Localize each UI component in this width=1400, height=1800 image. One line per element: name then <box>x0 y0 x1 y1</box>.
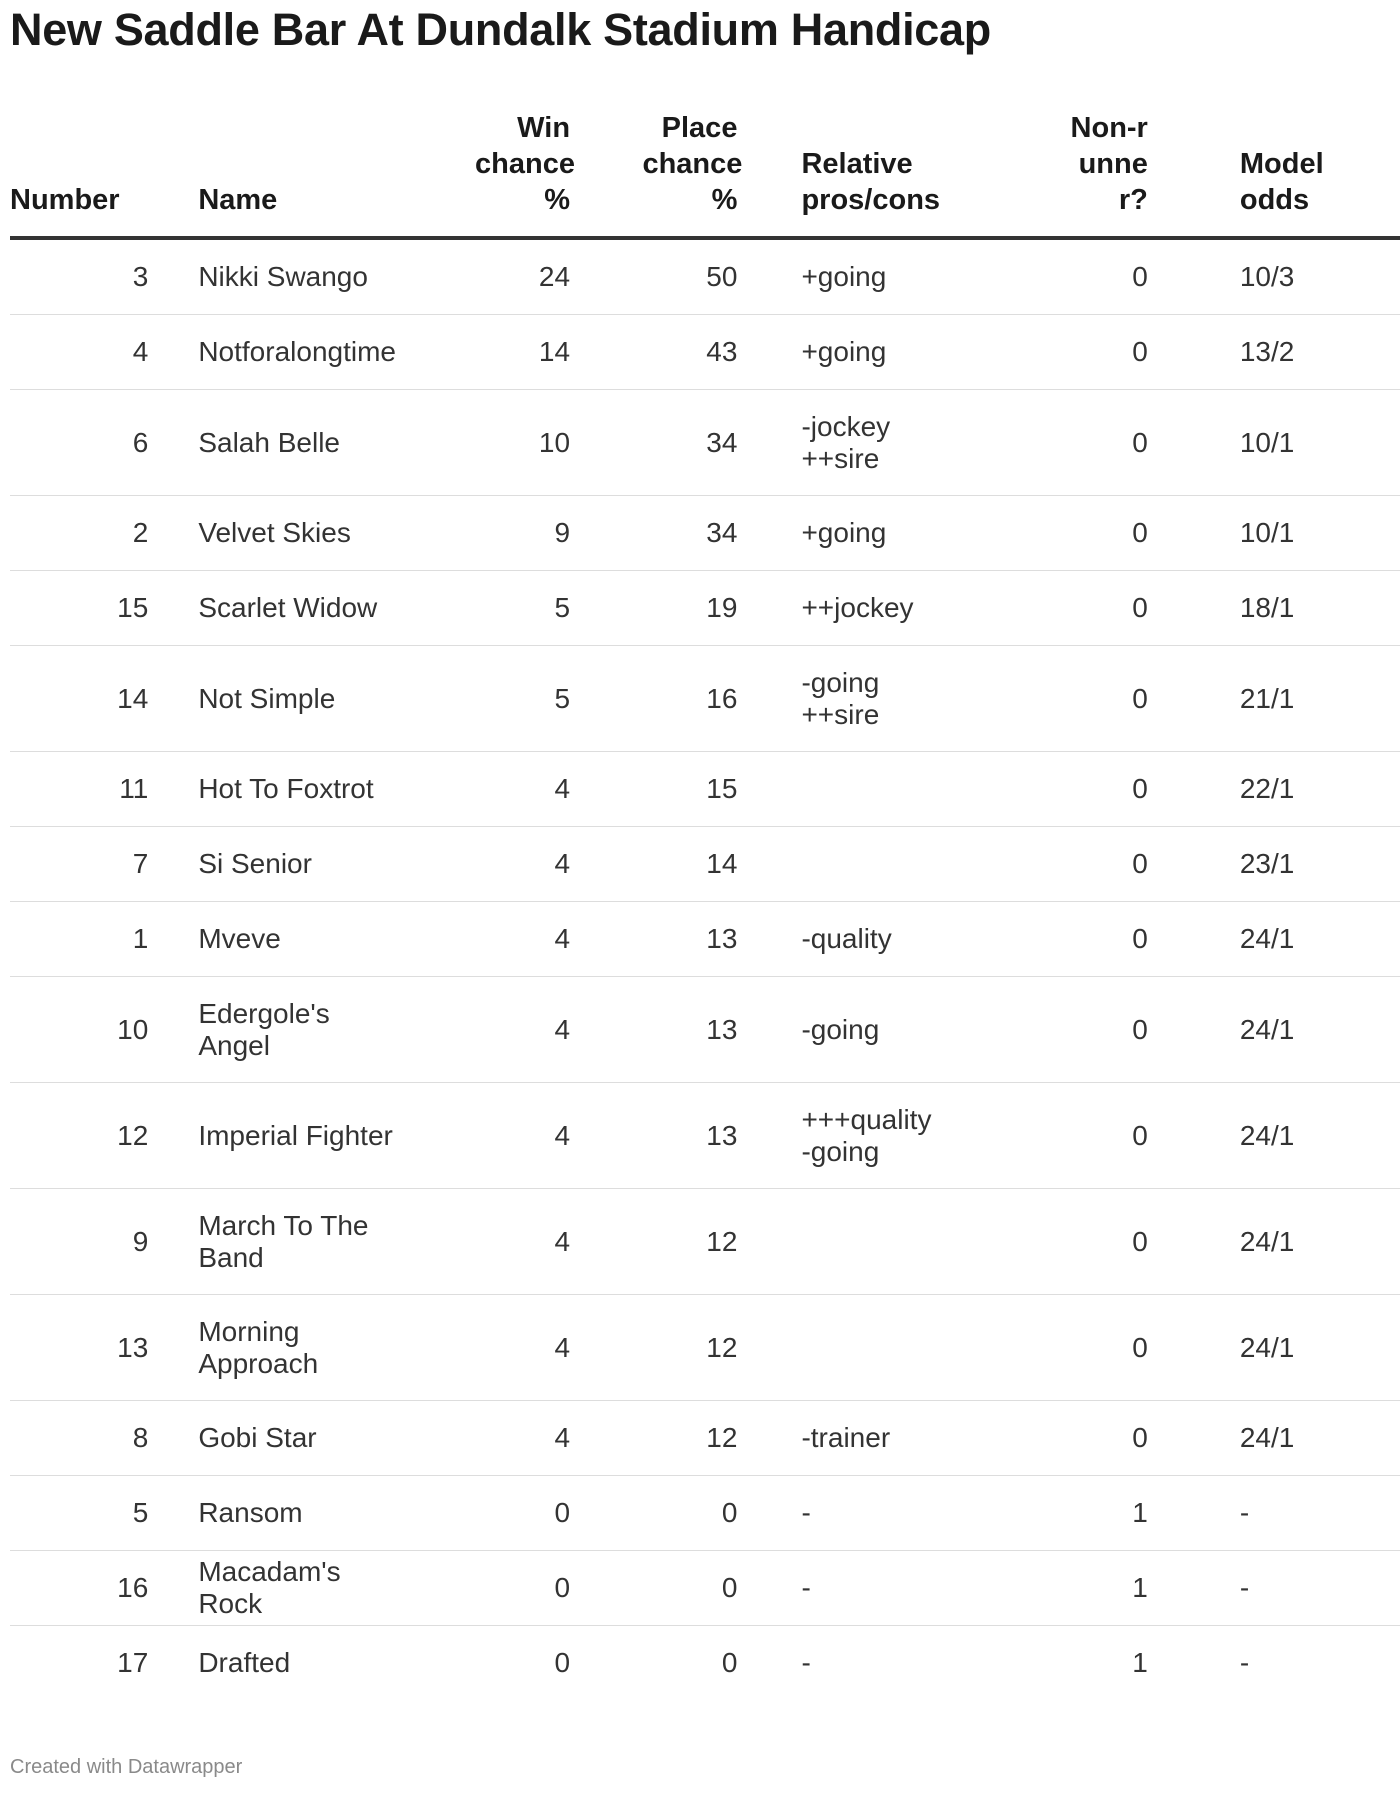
table-row <box>10 1476 1400 1551</box>
cell-place-chance: 13 <box>570 902 737 977</box>
header-row <box>10 108 1400 238</box>
cell-name: March To The Band <box>172 1189 416 1295</box>
pros-cons-item: +++quality <box>801 1103 932 1135</box>
cell-non-runner: 0 <box>961 571 1184 646</box>
column-header-place-chance[interactable] <box>570 108 743 238</box>
cell-number: 12 <box>10 1083 172 1189</box>
cell-pros-cons <box>737 571 960 646</box>
cell-pros-cons <box>737 315 960 390</box>
cell-pros-cons <box>737 977 960 1083</box>
table-row <box>10 646 1400 752</box>
cell-name: Drafted <box>198 1647 291 1678</box>
cell-place-chance: 15 <box>570 752 737 827</box>
cell-non-runner: 1 <box>961 1551 1184 1626</box>
column-header-non-runner-label: Non-runner? <box>1070 112 1148 216</box>
cell-model-odds: 24/1 <box>1184 1295 1400 1401</box>
cell-place-chance: 13 <box>570 1083 737 1189</box>
cell-non-runner: 0 <box>961 238 1184 315</box>
cell-non-runner: 0 <box>961 902 1184 977</box>
cell-win-chance: 0 <box>416 1476 570 1551</box>
cell-pros-cons <box>737 1189 960 1295</box>
cell-non-runner: 1 <box>961 1476 1184 1551</box>
cell-place-chance: 13 <box>570 977 737 1083</box>
cell-name: Not Simple <box>172 646 416 752</box>
cell-model-odds: 18/1 <box>1184 571 1400 646</box>
cell-number: 4 <box>10 315 172 390</box>
cell-place-chance: 0 <box>570 1476 737 1551</box>
cell-name: Salah Belle <box>172 390 416 496</box>
cell-non-runner: 0 <box>961 646 1184 752</box>
table-row <box>10 238 1400 315</box>
cell-model-odds: 10/3 <box>1184 238 1400 315</box>
table-header <box>10 108 1400 238</box>
results-table <box>10 108 1400 1700</box>
cell-number: 16 <box>10 1551 172 1626</box>
cell-pros-cons <box>737 390 960 496</box>
table-row <box>10 390 1400 496</box>
cell-win-chance: 4 <box>416 1083 570 1189</box>
pros-cons-item: ++jockey <box>801 592 914 623</box>
cell-win-chance: 4 <box>416 1401 570 1476</box>
cell-name: Imperial Fighter <box>172 1083 416 1189</box>
pros-cons-item: -going <box>801 1135 880 1167</box>
cell-number: 14 <box>10 646 172 752</box>
cell-model-odds: 23/1 <box>1184 827 1400 902</box>
cell-non-runner: 0 <box>961 390 1184 496</box>
cell-win-chance: 4 <box>416 1189 570 1295</box>
cell-number: 11 <box>10 752 172 827</box>
cell-name: Gobi Star <box>172 1401 416 1476</box>
cell-name: Macadam's Rock <box>172 1551 416 1626</box>
cell-name: Notforalongtime <box>172 315 416 390</box>
cell-win-chance: 24 <box>416 238 570 315</box>
cell-number: 10 <box>10 977 172 1083</box>
cell-non-runner: 0 <box>961 496 1184 571</box>
column-header-name[interactable]: Name <box>172 108 416 238</box>
cell-place-chance: 50 <box>570 238 737 315</box>
cell-name: Ransom <box>172 1476 416 1551</box>
cell-number: 15 <box>10 571 172 646</box>
cell-non-runner: 0 <box>961 1189 1184 1295</box>
pros-cons-item: ++sire <box>801 698 880 730</box>
cell-pros-cons <box>737 1551 960 1626</box>
cell-pros-cons <box>737 1401 960 1476</box>
column-header-win-chance[interactable] <box>416 108 575 238</box>
cell-place-chance: 34 <box>570 496 737 571</box>
pros-cons-item: -quality <box>801 923 892 954</box>
cell-name: Si Senior <box>172 827 416 902</box>
table-row <box>10 752 1400 827</box>
table-row <box>10 1189 1400 1295</box>
table-row <box>10 1401 1400 1476</box>
cell-non-runner: 0 <box>961 1083 1184 1189</box>
cell-place-chance: 19 <box>570 571 737 646</box>
cell-non-runner: 0 <box>961 1401 1184 1476</box>
cell-non-runner: 0 <box>961 315 1184 390</box>
footer-credit[interactable]: Created with Datawrapper <box>10 1756 243 1778</box>
cell-name: Mveve <box>172 902 416 977</box>
cell-place-chance: 12 <box>570 1401 737 1476</box>
cell-place-chance: 43 <box>570 315 737 390</box>
cell-model-odds: 22/1 <box>1184 752 1400 827</box>
cell-number: 2 <box>10 496 172 571</box>
table-row <box>10 1295 1400 1401</box>
cell-pros-cons <box>737 1626 960 1701</box>
cell-place-chance: 0 <box>721 1647 738 1678</box>
cell-pros-cons <box>737 1083 960 1189</box>
pros-cons-item: +going <box>801 336 887 367</box>
column-header-place-chance-label: Place chance % <box>642 112 743 216</box>
pros-cons-item: +going <box>801 517 887 548</box>
cell-model-odds: - <box>1239 1647 1250 1678</box>
cell-pros-cons <box>737 496 960 571</box>
cell-win-chance: 4 <box>416 977 570 1083</box>
pros-cons-item: +going <box>801 261 887 292</box>
cell-win-chance: 14 <box>416 315 570 390</box>
cell-non-runner: 0 <box>961 752 1184 827</box>
pros-cons-item: - <box>801 1572 811 1603</box>
cell-number: 9 <box>10 1189 172 1295</box>
cell-pros-cons <box>737 238 960 315</box>
column-header-pros-cons-label: Relative pros/cons <box>801 148 941 216</box>
cell-win-chance: 4 <box>416 1295 570 1401</box>
table-row <box>10 977 1400 1083</box>
cell-pros-cons <box>737 1295 960 1401</box>
cell-place-chance: 16 <box>570 646 737 752</box>
table-row <box>10 315 1400 390</box>
cell-model-odds: 10/1 <box>1184 390 1400 496</box>
table-viewport <box>10 108 1324 1700</box>
pros-cons-item: - <box>801 1647 811 1678</box>
pros-cons-item: ++sire <box>801 442 880 474</box>
cell-win-chance: 4 <box>416 902 570 977</box>
cell-win-chance: 4 <box>416 827 570 902</box>
cell-place-chance: 12 <box>570 1295 737 1401</box>
cell-win-chance: 0 <box>554 1647 571 1678</box>
cell-win-chance: 0 <box>416 1551 570 1626</box>
cell-model-odds: 21/1 <box>1184 646 1400 752</box>
cell-number: 3 <box>10 238 172 315</box>
chart-title: New Saddle Bar At Dundalk Stadium Handicap <box>10 4 991 55</box>
column-header-number[interactable]: Number <box>10 108 172 238</box>
table-row <box>10 496 1400 571</box>
cell-win-chance: 5 <box>416 571 570 646</box>
pros-cons-item: -going <box>801 666 880 698</box>
column-header-model-odds-label: Model odds <box>1239 148 1324 216</box>
table-row <box>10 902 1400 977</box>
cell-pros-cons <box>737 1476 960 1551</box>
cell-model-odds: - <box>1184 1551 1400 1626</box>
cell-model-odds: - <box>1184 1476 1400 1551</box>
cell-name: Nikki Swango <box>172 238 416 315</box>
cell-model-odds: 24/1 <box>1184 977 1400 1083</box>
cell-name: Velvet Skies <box>172 496 416 571</box>
column-header-model-odds[interactable] <box>1184 108 1400 238</box>
column-header-pros-cons[interactable] <box>737 108 960 238</box>
table-row <box>10 827 1400 902</box>
cell-model-odds: 24/1 <box>1184 902 1400 977</box>
cell-win-chance: 5 <box>416 646 570 752</box>
cell-win-chance: 10 <box>416 390 570 496</box>
table-row <box>10 1083 1400 1189</box>
cell-model-odds: 24/1 <box>1184 1083 1400 1189</box>
pros-cons-item: -trainer <box>801 1422 891 1453</box>
cell-model-odds: 13/2 <box>1184 315 1400 390</box>
cell-name: Morning Approach <box>172 1295 416 1401</box>
cell-place-chance: 0 <box>570 1551 737 1626</box>
cell-non-runner: 0 <box>961 827 1184 902</box>
table-body <box>10 238 1400 1700</box>
cell-pros-cons <box>737 752 960 827</box>
pros-cons-item: -jockey <box>801 410 891 442</box>
cell-place-chance: 34 <box>570 390 737 496</box>
cell-number: 17 <box>117 1647 149 1678</box>
cell-pros-cons <box>737 646 960 752</box>
cell-place-chance: 14 <box>570 827 737 902</box>
cell-name: Edergole's Angel <box>172 977 416 1083</box>
cell-non-runner: 0 <box>961 1295 1184 1401</box>
cell-number: 13 <box>10 1295 172 1401</box>
table-row <box>10 1626 1400 1701</box>
cell-win-chance: 9 <box>416 496 570 571</box>
column-header-non-runner[interactable] <box>961 108 1184 238</box>
cell-name: Scarlet Widow <box>172 571 416 646</box>
table-row <box>10 1551 1400 1626</box>
cell-non-runner: 0 <box>961 977 1184 1083</box>
cell-win-chance: 4 <box>416 752 570 827</box>
cell-model-odds: 10/1 <box>1184 496 1400 571</box>
table-row <box>10 571 1400 646</box>
cell-non-runner: 1 <box>1132 1647 1148 1678</box>
pros-cons-item: -going <box>801 1013 880 1045</box>
pros-cons-item: - <box>801 1497 811 1528</box>
cell-number: 1 <box>10 902 172 977</box>
cell-pros-cons <box>737 827 960 902</box>
cell-number: 8 <box>10 1401 172 1476</box>
column-header-win-chance-label: Win chance % <box>475 112 575 216</box>
cell-model-odds: 24/1 <box>1184 1401 1400 1476</box>
cell-pros-cons <box>737 902 960 977</box>
cell-number: 7 <box>10 827 172 902</box>
cell-number: 5 <box>10 1476 172 1551</box>
cell-place-chance: 12 <box>570 1189 737 1295</box>
cell-name: Hot To Foxtrot <box>172 752 416 827</box>
cell-model-odds: 24/1 <box>1184 1189 1400 1295</box>
cell-number: 6 <box>10 390 172 496</box>
